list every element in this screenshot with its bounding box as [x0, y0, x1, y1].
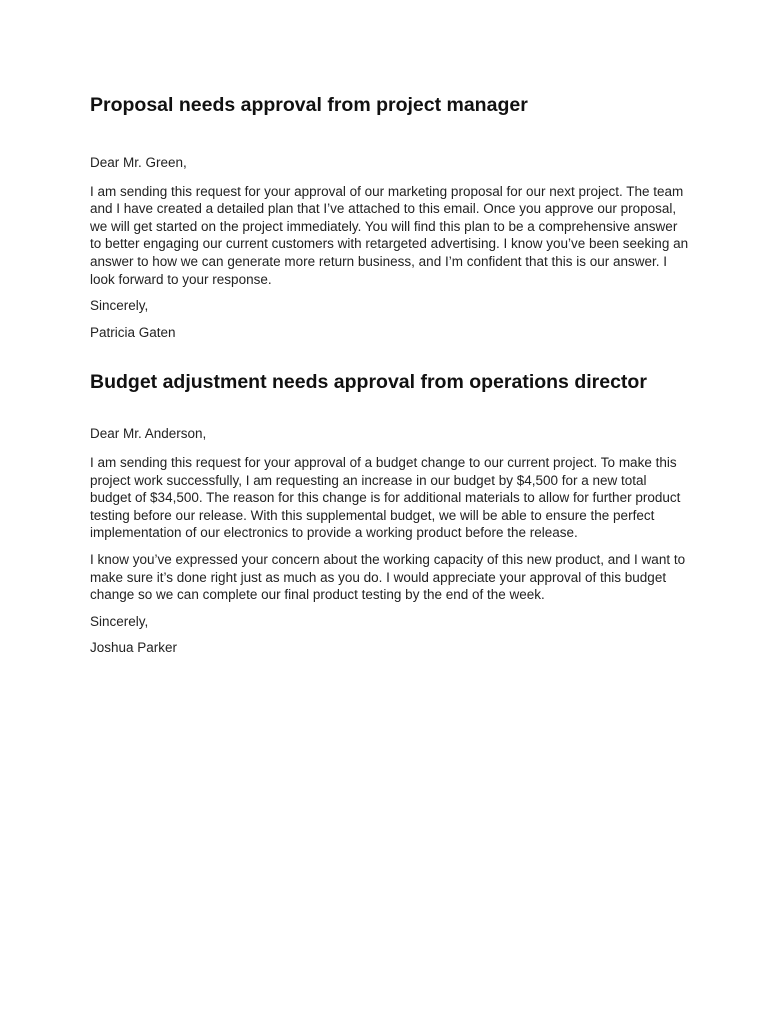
letter-title: Budget adjustment needs approval from operations director — [90, 371, 647, 394]
body-paragraph: I am sending this request for your approval of a budget change to our current project. To make this project work successfully, I am requesting an increase in our budget by $4,500 for a new total budget of $34,500. The reason for this change is for additional materials to allow for further product testing before our release. With this supplemental budget, we will be able to ensure the perfect implementation of our electronics to provide a working product before the release. — [90, 454, 681, 541]
closing: Sincerely, — [90, 298, 149, 314]
letter-title: Proposal needs approval from project manager — [90, 94, 528, 116]
body-paragraph: I know you’ve expressed your concern about the working capacity of this new product, and I want to make sure it’s done right just as much as you do. I would appreciate your approval of this budget change so we can complete our final product testing by the end of the week. — [90, 551, 686, 603]
closing: Sincerely, — [90, 613, 149, 629]
signature: Patricia Gaten — [90, 324, 176, 340]
letter-budget-adjustment — [90, 341, 690, 657]
body-paragraph: I am sending this request for your approval of our marketing proposal for our next project. The team and I have created a detailed plan that I’ve attached to this email. Once you approve our proposal, we will get started on the project immediately. You will find this plan to be a comprehensive answer to better engaging our current customers with retargeted advertising. I know you’ve been seeking an answer to how we can generate more return business, and I’m confident that this is our answer. I look forward to your response. — [90, 183, 689, 287]
salutation: Dear Mr. Anderson, — [90, 426, 207, 442]
signature: Joshua Parker — [90, 640, 178, 656]
salutation: Dear Mr. Green, — [90, 155, 187, 170]
letter-proposal-approval — [90, 0, 690, 341]
